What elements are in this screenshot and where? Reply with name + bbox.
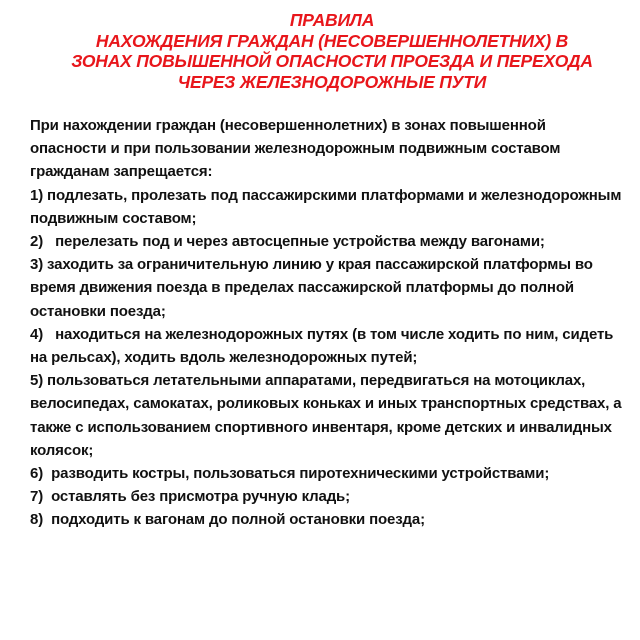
title-line-4: ЧЕРЕЗ ЖЕЛЕЗНОДОРОЖНЫЕ ПУТИ	[177, 71, 487, 92]
title-line-3: ЗОНАХ ПОВЫШЕННОЙ ОПАСНОСТИ ПРОЕЗДА И ПЕРЕХОДА	[71, 51, 593, 71]
intro-paragraph: При нахождении граждан (несовершеннолетних) в зонах повышенной опасности и при пользовании железнодорожным подвижным составом гражданам запрещается:	[30, 117, 561, 181]
rules-list	[30, 184, 624, 532]
page-title	[30, 10, 624, 92]
title-line-2: НАХОЖДЕНИЯ ГРАЖДАН (НЕСОВЕРШЕННОЛЕТНИХ) В	[95, 30, 569, 51]
rule-item-7: 7) оставлять без присмотра ручную кладь;	[30, 488, 350, 506]
rule-item-8: 8) подходить к вагонам до полной остановки поезда;	[30, 511, 425, 529]
rule-item-5: 5) пользоваться летательными аппаратами, передвигаться на мотоциклах, велосипедах, самокатах, роликовых коньках и иных транспортных средствах, а также с использованием спортивного инвентаря, кроме детских и инвалидных колясок;	[30, 372, 622, 459]
title-line-1: ПРАВИЛА	[289, 10, 375, 30]
rule-item-6: 6) разводить костры, пользоваться пиротехническими устройствами;	[30, 465, 550, 483]
rule-item-2: 2) перелезать под и через автосцепные устройства между вагонами;	[30, 233, 545, 251]
rule-item-1: 1) подлезать, пролезать под пассажирскими платформами и железнодорожным подвижным составом;	[30, 186, 622, 227]
rules-body	[30, 114, 624, 532]
rule-item-3: 3) заходить за ограничительную линию у края пассажирской платформы во время движения поезда в пределах пассажирской платформы до полной остановки поезда;	[30, 256, 593, 320]
rule-item-4: 4) находиться на железнодорожных путях (в том числе ходить по ним, сидеть на рельсах), ходить вдоль железнодорожных путей;	[30, 325, 618, 367]
